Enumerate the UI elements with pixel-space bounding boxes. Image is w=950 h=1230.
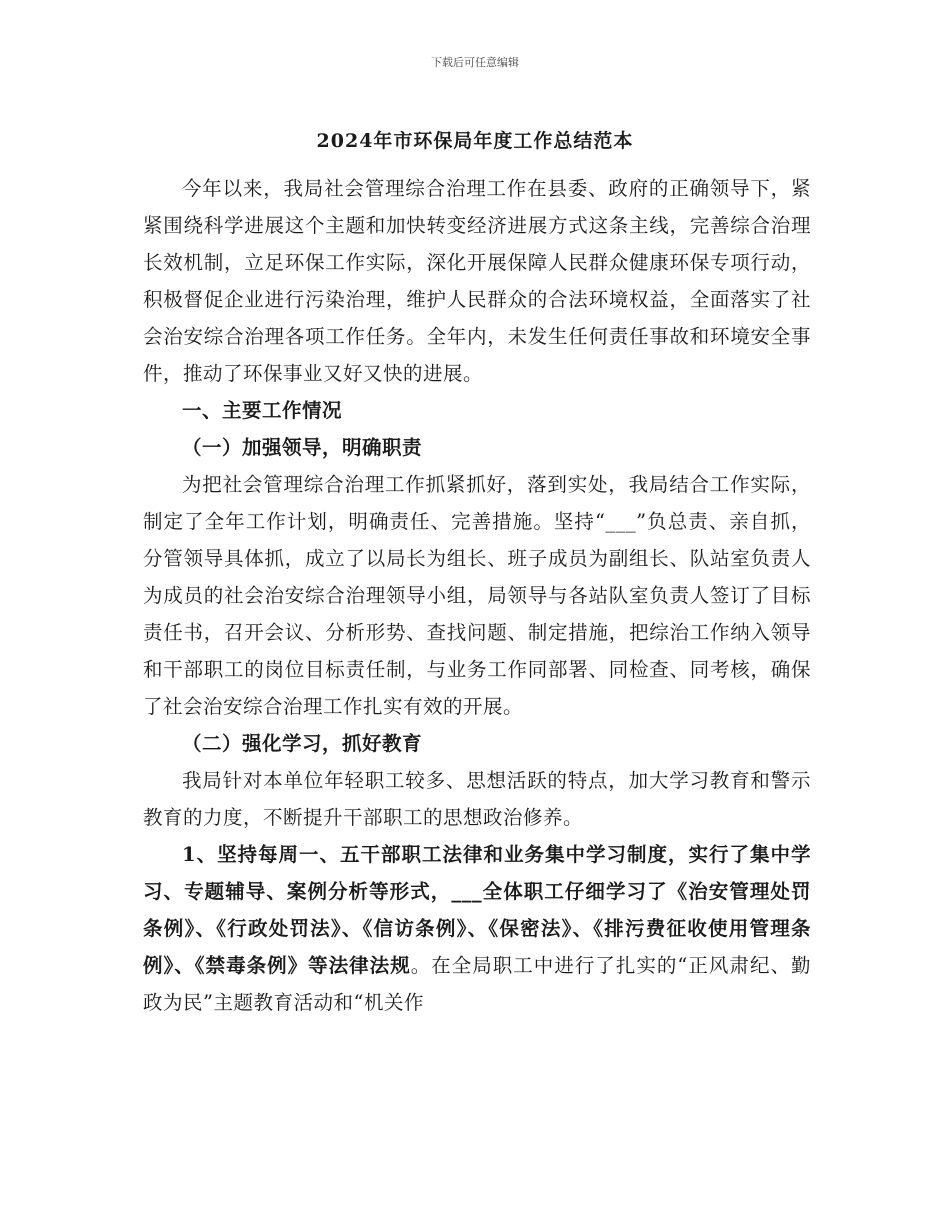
intro-paragraph: 今年以来，我局社会管理综合治理工作在县委、政府的正确领导下，紧紧围绕科学进展这个主题和加快转变经济进展方式这条主线，完善综合治理长效机制，立足环保工作实际，深化开展保障人民群众健康环保专项行动，积极督促企业进行污染治理，维护人民群众的合法环境权益，全面落实了社会治安综合治理各项工作任务。全年内，未发生任何责任事故和环境安全事件，推动了环保事业又好又快的进展。 bbox=[143, 177, 811, 385]
page-header-note: 下载后可任意编辑 bbox=[431, 56, 519, 69]
education-paragraph: 我局针对本单位年轻职工较多、思想活跃的特点，加大学习教育和警示教育的力度，不断提升干部职工的思想政治修养。 bbox=[143, 769, 811, 829]
leadership-paragraph: 为把社会管理综合治理工作抓紧抓好，落到实处，我局结合工作实际，制定了全年工作计划，明确责任、完善措施。坚持“___”负总责、亲自抓，分管领导具体抓，成立了以局长为组长、班子成员为副组长、队站室负责人为成员的社会治安综合治理领导小组，局领导与各站队室负责人签订了目标责任书，召开会议、分析形势、查找问题、制定措施，把综治工作纳入领导和干部职工的岗位目标责任制，与业务工作同部署、同检查、同考核，确保了社会治安综合治理工作扎实有效的开展。 bbox=[143, 473, 811, 718]
item-1-paragraph bbox=[143, 836, 811, 1021]
subsection-heading-leadership: （一）加强领导，明确职责 bbox=[182, 436, 423, 459]
section-heading-main-work: 一、主要工作情况 bbox=[182, 399, 343, 422]
document-body bbox=[143, 170, 811, 1021]
document-title: 2024年市环保局年度工作总结范本 bbox=[316, 130, 634, 152]
item-1-plain-text: 。在全局职工中进行了扎实的“正风肃纪、勤政为民”主题教育活动和“机关作 bbox=[143, 954, 811, 1014]
subsection-heading-education: （二）强化学习，抓好教育 bbox=[182, 732, 423, 755]
item-1-bold-text: 1、坚持每周一、五干部职工法律和业务集中学习制度，实行了集中学习、专题辅导、案例分析等形式，___全体职工仔细学习了《治安管理处罚条例》、《行政处罚法》、《信访条例》、《保密法》、《排污费征收使用管理条例》、《禁毒条例》等法律法规 bbox=[143, 843, 811, 977]
